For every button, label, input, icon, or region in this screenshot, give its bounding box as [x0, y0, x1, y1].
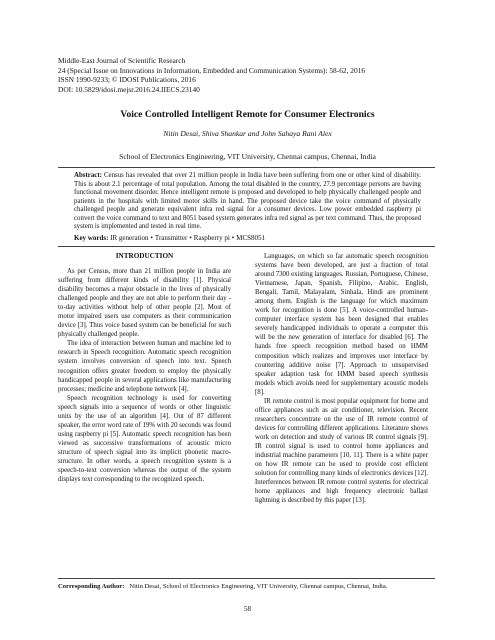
- journal-name: Middle-East Journal of Scientific Research: [58, 56, 186, 65]
- abstract-top-rule: [58, 167, 435, 168]
- paper-authors: Nitin Desai, Shiva Shankar and John Sahaya Rani Alex: [163, 129, 332, 138]
- keywords-bottom-rule: [58, 246, 435, 247]
- paper-affiliation: School of Electronics Engineering, VIT University, Chennai campus, Chennai, India: [119, 152, 376, 161]
- journal-doi: DOI: 10.5829/idosi.mejsr.2016.24.IIECS.23140: [58, 84, 200, 94]
- keywords-label: Key words:: [74, 234, 109, 242]
- page-number: 58: [244, 605, 251, 613]
- keyword-item: IR generation: [110, 234, 149, 242]
- corresponding-author-text: Nitin Desai, School of Electronics Engineering, VIT University, Chennai campus, Chennai, India.: [129, 583, 388, 590]
- footer-rule: [58, 578, 435, 579]
- keywords: [74, 234, 424, 243]
- body-paragraph: Languages, on which so far automatic speech recognition systems have been developed, are just a fraction of total around 7300 existing languages. Russian, Portuguese, Chinese, Vietnamese, Japan, Spanish, Filipino, Arabic, English, Bengali, Tamil, Malayalam, Sinhala, Hindi are prominent among them. English is the language for which maximum work for recognition is done [5]. A voice-controlled human-computer interface system has been designed that enables severely handicapped individuals to operate a computer this will be the new generation of interface for disabled [6]. The hands free speech recognition method based on HMM composition which realizes and improves user interface by countering additive noise [7]. Approach to unsupervised speaker adaption task for HMM based speech synthesis models which avoids need for supplementary acoustic models [8].: [255, 253, 428, 396]
- journal-issn: ISSN 1990-9233; © IDOSI Publications, 2016: [58, 75, 196, 85]
- abstract-label: Abstract:: [74, 172, 102, 179]
- keyword-separator: •: [150, 234, 153, 242]
- corresponding-author-label: Corresponding Author:: [58, 583, 125, 590]
- keyword-item: Transmitter: [154, 234, 188, 242]
- right-column: [255, 252, 428, 505]
- keyword-separator: •: [231, 234, 235, 242]
- keyword-item: Raspberry pi: [193, 234, 230, 242]
- journal-issue: 24 (Special Issue on Innovations in Information, Embedded and Communication Systems): 58-62, 2016: [58, 65, 366, 75]
- body-paragraph: As per Census, more than 21 million people in India are suffering from different kinds of disability [1]. Physical disability becomes a major obstacle in the lives of physically challenged people and they are not able to perform their day - to-day activities without help of other people [2]. Most of motor impaired users use computers as their communication device [3]. Thus voice based system can be beneficial for such physically challenged people.: [58, 268, 231, 339]
- journal-header: [58, 56, 438, 94]
- left-column: [58, 252, 231, 484]
- body-paragraph: IR remote control is most popular equipment for home and office appliances such as air conditioner, television. Recent researchers concentrate on the use of IR remote control of devices for controlling different applications. Literature shows work on detection and study of various IR control signals [9]. IR control signal is used to control home appliances and industrial machine parameters [10, 11]. There is a white paper on how IR remote can be used to provide cost efficient solution for controlling many kinds of electronics devices [12]. Interferences between IR remote control systems for electrical home appliances and high frequency electronic ballast lightning is described by this paper [13].: [255, 397, 428, 505]
- keyword-item: MCS8051: [236, 234, 266, 242]
- keyword-separator: •: [189, 234, 192, 242]
- section-heading-introduction: INTRODUCTION: [115, 252, 174, 260]
- abstract: [74, 172, 421, 232]
- body-paragraph: Speech recognition technology is used for converting speech signals into a sequence of words or other linguistic units by the use of an algorithm [4]. Out of 87 different speaker, the error word rate of 19% with 20 seconds was found using raspberry pi [5]. Automatic speech recognition has been viewed as successive transformations of acoustic micro structure of speech signal into its implicit phonetic macro- structure. In other words, a speech recognition system is a speech-to-text conversion whereas the output of the system displays text corresponding to the recognized speech.: [58, 394, 231, 484]
- abstract-text: Census has revealed that over 21 million people in India have been suffering from one or other kind of disability. This is about 2.1 percentage of total population. Among the total disabled in the country, 27.9 percentage persons are having functional movement disorder. Hence intelligent remote is proposed and developed to help physically challenged people and patients in the hospitals with limited motor skills in hand. The proposed device take the voice command of physically challenged people and generate equivalent infra red signal for a consumer devices. Low power embedded raspberry pi convert the voice command to text and 8051 based system generates infra red signal as per text command. Thus, the proposed system is implemented and tested in real time.: [74, 172, 421, 231]
- corresponding-author: [58, 583, 438, 591]
- body-paragraph: The idea of interaction between human and machine led to research in Speech recognition. Automatic speech recognition system involves conversion of speech into text. Speech recognition offers greater freedom to employ the physically handicapped people in several applications like manufacturing processes; medicine and telephone network [4].: [58, 340, 231, 393]
- paper-title: Voice Controlled Intelligent Remote for Consumer Electronics: [120, 109, 375, 120]
